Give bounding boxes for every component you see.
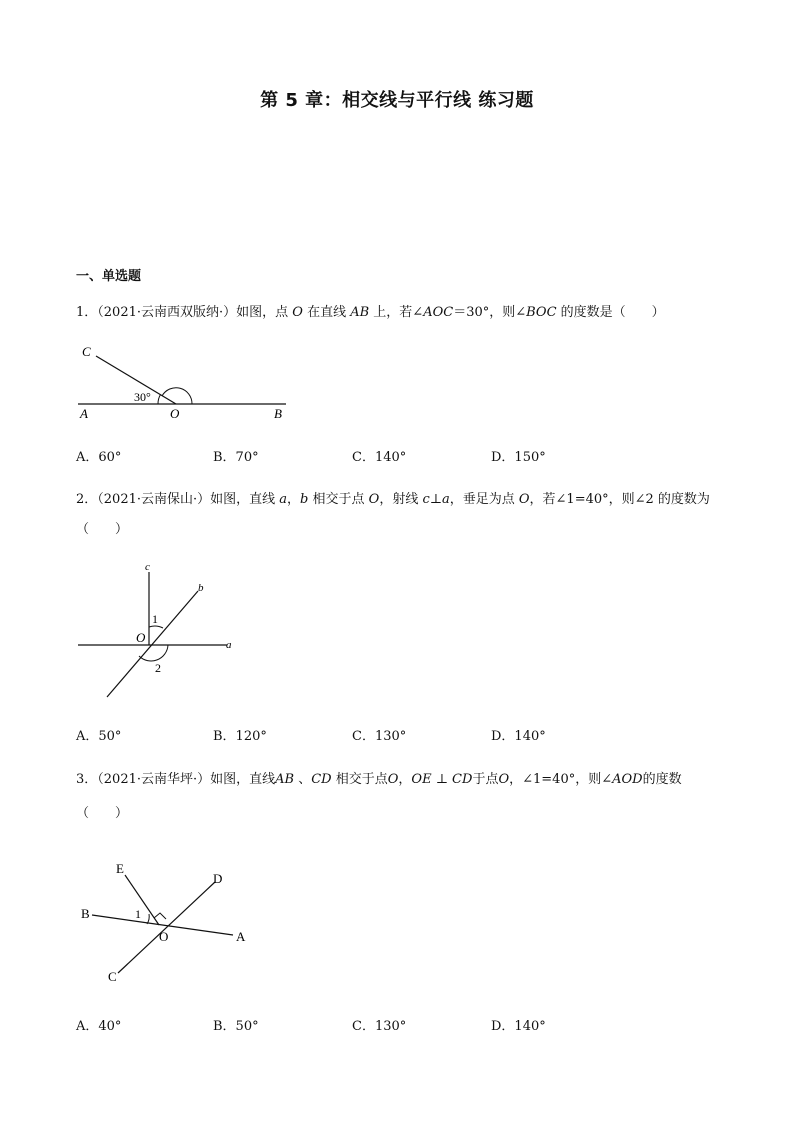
question-3-stem: [76, 770, 682, 790]
angle-arc-boc: [162, 388, 192, 404]
label-a: a: [226, 639, 232, 651]
q3-var-o: O: [498, 772, 510, 787]
section-heading: 一、单选题: [76, 269, 142, 284]
q3-var-ab: AB: [275, 772, 295, 787]
label-o: O: [159, 929, 169, 944]
q2-option-a[interactable]: A．50°: [76, 729, 122, 744]
label-b: b: [198, 582, 204, 594]
label-d: D: [213, 871, 223, 886]
q3-text: 的度数: [642, 772, 682, 787]
q2-var-b: b: [300, 492, 309, 507]
q2-text: ，若∠1=40°，则∠2 的度数为: [529, 492, 710, 507]
q1-option-c[interactable]: C．140°: [352, 450, 407, 465]
q1-option-b[interactable]: B．70°: [213, 450, 259, 465]
line-cd: [118, 882, 215, 973]
q1-var-ab: AB: [350, 305, 370, 320]
q2-var-o: O: [368, 492, 380, 507]
q1-var-o: O: [292, 305, 303, 320]
label-e: E: [116, 861, 124, 876]
q2-text: ，: [287, 492, 301, 507]
q2-option-b[interactable]: B．120°: [213, 729, 267, 744]
q2-option-c[interactable]: C．130°: [352, 729, 407, 744]
question-1-stem: [76, 303, 665, 323]
label-c: C: [82, 344, 91, 359]
q1-text: 1．（2021·云南西双版纳·）如图，点: [76, 305, 293, 320]
q1-text: 在直线: [302, 305, 351, 320]
q1-option-a[interactable]: A．60°: [76, 450, 122, 465]
q2-var-a: a: [279, 492, 288, 507]
q3-text: 3．（2021·云南华坪·）如图，直线: [76, 772, 276, 787]
question-1-figure: [70, 340, 300, 425]
label-b: B: [81, 906, 90, 921]
q2-var-o: O: [518, 492, 530, 507]
q2-text: 2．（2021·云南保山·）如图，直线: [76, 492, 280, 507]
label-c: C: [108, 969, 117, 984]
page-title: 第 5 章：相交线与平行线 练习题: [260, 90, 534, 111]
line-b: [107, 591, 198, 697]
angle-arc-aoc: [158, 395, 161, 405]
question-2-figure: [70, 555, 250, 705]
label-o: O: [136, 630, 146, 645]
label-angle-1: 1: [135, 907, 141, 921]
angle-arc-1: [149, 626, 163, 628]
q3-option-c[interactable]: C．130°: [352, 1019, 407, 1034]
q1-option-d[interactable]: D．150°: [491, 450, 546, 465]
q3-option-b[interactable]: B．50°: [213, 1019, 259, 1034]
question-2-stem-line2: （ ）: [76, 522, 129, 537]
q3-var-o: O: [387, 772, 399, 787]
q1-text: 的度数是（ ）: [556, 305, 665, 320]
q3-option-d[interactable]: D．140°: [491, 1019, 546, 1034]
q3-var-cd: CD: [311, 772, 332, 787]
q3-text: 、: [294, 772, 312, 787]
q2-option-d[interactable]: D．140°: [491, 729, 546, 744]
q2-text: ，射线: [379, 492, 423, 507]
q2-var-c-perp-a: c⊥a: [422, 492, 450, 507]
label-angle-30: 30°: [134, 390, 151, 404]
q2-text: 相交于点: [308, 492, 369, 507]
q3-text: ，∠1=40°，则∠: [509, 772, 613, 787]
right-angle-mark: [154, 913, 166, 919]
q1-text: 上，若∠: [369, 305, 424, 320]
question-2-stem: [76, 490, 710, 510]
q1-text: ＝30°，则∠: [453, 305, 527, 320]
q3-var-aod: AOD: [612, 772, 643, 787]
label-angle-1: 1: [152, 612, 158, 626]
label-a: A: [236, 929, 246, 944]
q1-var-boc: BOC: [526, 305, 557, 320]
q3-text: ，: [398, 772, 412, 787]
angle-arc-2: [139, 645, 168, 661]
question-3-stem-line2: （ ）: [76, 806, 129, 821]
label-angle-2: 2: [155, 661, 161, 675]
label-o: O: [170, 406, 180, 421]
q3-text: 相交于点: [331, 772, 388, 787]
q3-var-oe-perp-cd: OE ⊥ CD: [411, 772, 473, 787]
q3-option-a[interactable]: A．40°: [76, 1019, 122, 1034]
question-3-figure: [70, 855, 270, 990]
label-c: c: [145, 561, 150, 573]
q3-text: 于点: [472, 772, 499, 787]
q1-var-aoc: AOC: [423, 305, 454, 320]
label-a: A: [80, 406, 88, 421]
label-b: B: [274, 406, 282, 421]
q2-text: ，垂足为点: [449, 492, 519, 507]
